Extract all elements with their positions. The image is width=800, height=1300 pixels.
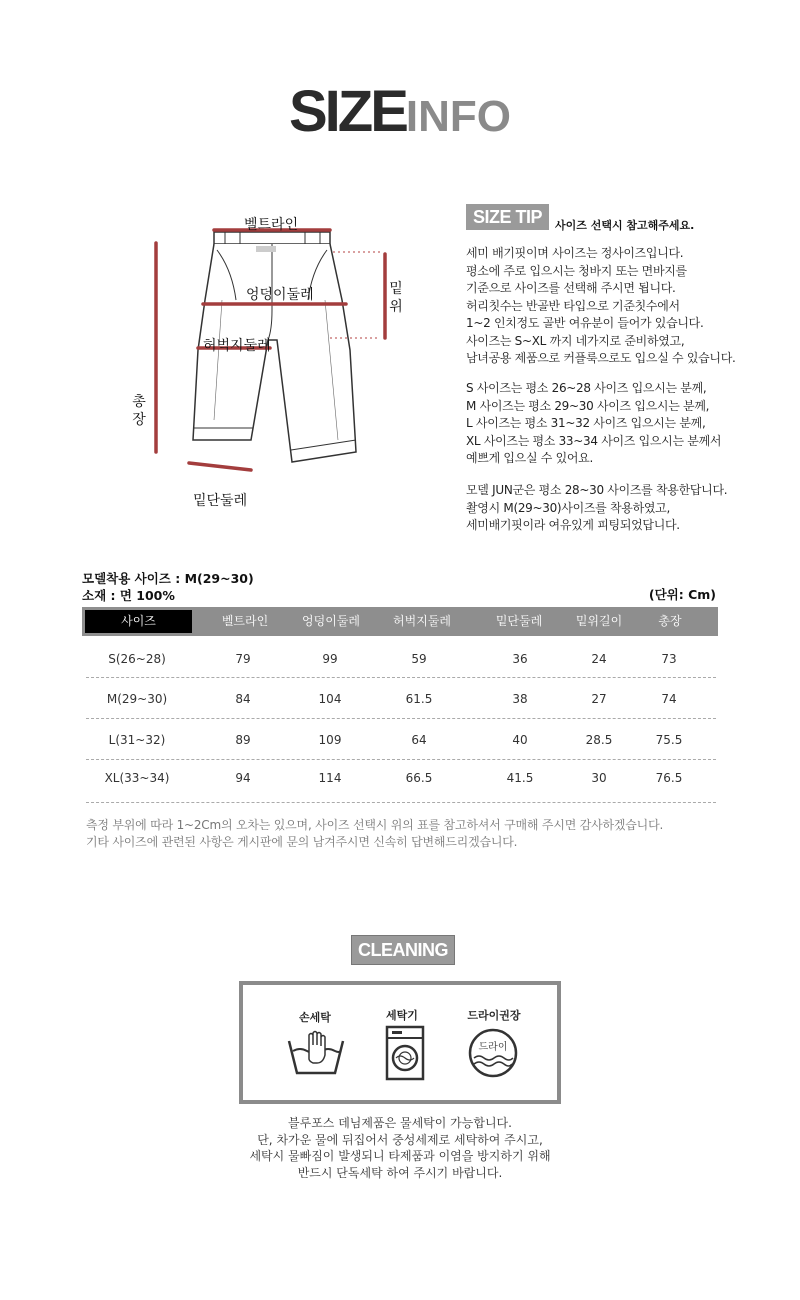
size-tip-badge: SIZE TIP — [466, 204, 549, 230]
belt-line-label: 벨트라인 — [244, 217, 299, 233]
total-length-label: 총장 — [132, 394, 146, 428]
cell-rise: 27 — [591, 692, 607, 706]
table-row — [82, 639, 718, 679]
cell-total-length: 73 — [661, 652, 677, 666]
tip-line: 남녀공용 제품으로 커플룩으로도 입으실 수 있습니다. — [466, 351, 736, 365]
header-total-length: 총장 — [658, 614, 682, 628]
model-size-info: 모델착용 사이즈 : M(29~30) — [82, 571, 254, 586]
rise-label: 밑위 — [389, 281, 403, 315]
cleaning-instructions — [0, 1115, 800, 1181]
cell-hip: 99 — [322, 652, 338, 666]
row-divider — [86, 677, 716, 678]
table-row — [82, 758, 718, 798]
header-belt-line: 벨트라인 — [221, 614, 269, 628]
hand-wash-label: 손세탁 — [299, 1011, 331, 1024]
cell-belt-line: 94 — [235, 771, 251, 785]
tip-line: XL 사이즈는 평소 33~34 사이즈 입으시는 분께서 — [466, 433, 722, 448]
hem-label: 밑단둘레 — [193, 493, 248, 509]
size-tip-paragraph-1 — [466, 245, 786, 368]
cleaning-line: 블루포스 데님제품은 물세탁이 가능합니다. — [288, 1116, 512, 1130]
header-hip: 엉덩이둘레 — [302, 614, 360, 628]
cell-size: L(31~32) — [108, 733, 166, 747]
size-table-header — [82, 607, 718, 636]
thigh-label: 허벅지둘레 — [203, 338, 271, 354]
cell-hem: 38 — [512, 692, 528, 706]
header-size: 사이즈 — [85, 610, 192, 633]
cleaning-badge: CLEANING — [351, 935, 455, 965]
inquiry-note: 기타 사이즈에 관련된 사항은 게시판에 문의 남겨주시면 신속히 답변해드리겠습니다. — [86, 835, 518, 849]
dry-clean-icon — [467, 1027, 519, 1079]
cell-hem: 36 — [512, 652, 528, 666]
cell-size: S(26~28) — [108, 652, 166, 666]
cell-rise: 30 — [591, 771, 607, 785]
cell-hem: 41.5 — [506, 771, 534, 785]
tip-line: 1~2 인치정도 골반 여유분이 들어가 있습니다. — [466, 316, 704, 330]
tip-line: L 사이즈는 평소 31~32 사이즈 입으시는 분께, — [466, 416, 706, 430]
tip-line: 촬영시 M(29~30)사이즈를 착용하였고, — [466, 500, 670, 515]
cell-total-length: 75.5 — [655, 733, 683, 747]
row-divider — [86, 718, 716, 719]
cleaning-icons-box — [239, 981, 561, 1104]
table-row — [82, 679, 718, 719]
dry-clean-label: 드라이권장 — [467, 1009, 521, 1022]
cleaning-line: 단, 차가운 물에 뒤집어서 중성세제로 세탁하여 주시고, — [257, 1132, 543, 1147]
unit-label: (단위: Cm) — [648, 587, 716, 602]
cell-total-length: 74 — [661, 692, 677, 706]
cell-size: M(29~30) — [106, 692, 168, 706]
washing-machine-icon — [385, 1025, 425, 1081]
cell-thigh: 64 — [411, 733, 427, 747]
cell-rise: 24 — [591, 652, 607, 666]
tip-line: 평소에 주로 입으시는 청바지 또는 면바지를 — [466, 263, 687, 278]
cell-belt-line: 89 — [235, 733, 251, 747]
table-row — [82, 720, 718, 760]
cell-thigh: 59 — [411, 652, 427, 666]
cell-hip: 109 — [318, 733, 342, 747]
tip-line: 예쁘게 입으실 수 있어요. — [466, 451, 593, 465]
tip-line: 허리칫수는 반골반 타입으로 기준칫수에서 — [466, 298, 680, 313]
material-info: 소재 : 면 100% — [82, 588, 175, 603]
cell-hip: 114 — [318, 771, 342, 785]
cell-belt-line: 84 — [235, 692, 251, 706]
size-tip-note: 사이즈 선택시 참고해주세요. — [555, 219, 695, 232]
tip-line: M 사이즈는 평소 29~30 사이즈 입으시는 분께, — [466, 398, 710, 413]
cell-thigh: 66.5 — [405, 771, 433, 785]
tip-line: 사이즈는 S~XL 까지 네가지로 준비하였고, — [466, 333, 685, 348]
cell-hem: 40 — [512, 733, 528, 747]
cleaning-line: 세탁시 물빠짐이 발생되니 타제품과 이염을 방지하기 위해 — [249, 1149, 551, 1163]
header-thigh: 허벅지둘레 — [393, 614, 451, 628]
tip-line: 세미배기핏이라 여유있게 피팅되었답니다. — [466, 518, 680, 532]
title-size: SIZE — [288, 79, 406, 144]
dry-clean-icon-text: 드라이 — [478, 1042, 508, 1053]
cell-total-length: 76.5 — [655, 771, 683, 785]
tip-line: 모델 JUN군은 평소 28~30 사이즈를 착용한답니다. — [466, 483, 728, 497]
cell-belt-line: 79 — [235, 652, 251, 666]
cleaning-line: 반드시 단독세탁 하여 주시기 바랍니다. — [297, 1165, 503, 1180]
tip-line: 기준으로 사이즈를 선택해 주시면 됩니다. — [466, 281, 676, 295]
hem-measure — [189, 463, 251, 470]
header-rise: 밑위길이 — [575, 614, 623, 628]
row-divider — [86, 802, 716, 803]
washing-machine-label: 세탁기 — [386, 1009, 418, 1022]
size-tip-paragraph-2 — [466, 380, 786, 468]
title-info: INFO — [405, 92, 512, 141]
label-patch — [256, 246, 276, 252]
hand-wash-icon — [287, 1029, 345, 1077]
header-hem: 밑단둘레 — [495, 614, 543, 628]
cell-size: XL(33~34) — [104, 771, 170, 785]
page-title — [0, 78, 800, 145]
tip-line: S 사이즈는 평소 26~28 사이즈 입으시는 분께, — [466, 381, 707, 395]
measurement-note: 측정 부위에 따라 1~2Cm의 오차는 있으며, 사이즈 선택시 위의 표를 참고하셔서 구매해 주시면 감사하겠습니다. — [86, 818, 664, 832]
hip-label: 엉덩이둘레 — [246, 287, 314, 303]
cell-rise: 28.5 — [585, 733, 613, 747]
cell-hip: 104 — [318, 692, 342, 706]
size-tip-paragraph-3 — [466, 482, 786, 535]
tip-line: 세미 배기핏이며 사이즈는 정사이즈입니다. — [466, 246, 684, 260]
cell-thigh: 61.5 — [405, 692, 433, 706]
